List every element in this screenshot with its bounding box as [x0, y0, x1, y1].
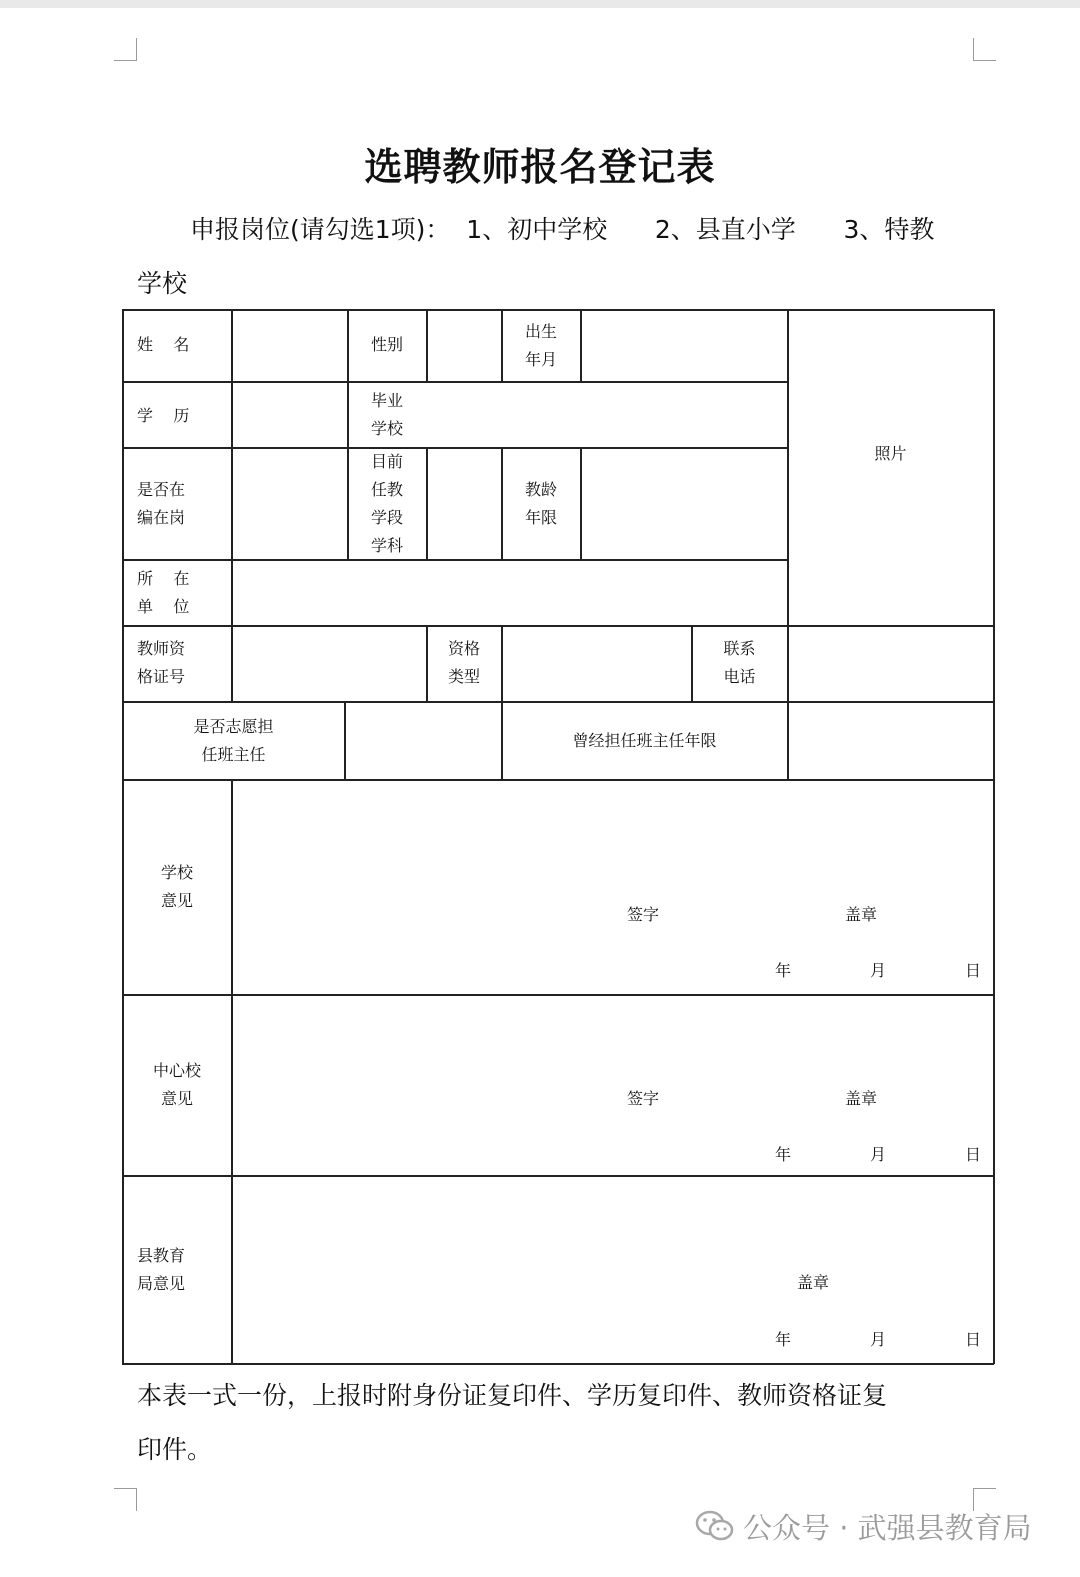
county-opinion-label: 县教育 局意见: [137, 1246, 186, 1293]
birth-field[interactable]: [582, 311, 786, 381]
workplace-field[interactable]: [233, 561, 786, 624]
on-staff-label: 是否在 编在岗: [137, 480, 186, 527]
photo-box[interactable]: [789, 311, 992, 624]
name-label: 姓 名: [137, 335, 190, 354]
grad-school-field[interactable]: [428, 383, 786, 446]
phone-label: 联系 电话: [723, 639, 756, 686]
school-day-label: 日: [965, 961, 982, 980]
name-field[interactable]: [233, 311, 346, 381]
education-field[interactable]: [233, 383, 346, 446]
cert-type-label: 资格 类型: [447, 639, 480, 686]
education-label: 学 历: [137, 406, 190, 425]
school-year-label: 年: [775, 961, 792, 980]
county-day-label: 日: [965, 1330, 982, 1349]
center-month-label: 月: [870, 1145, 887, 1164]
school-seal-label: 盖章: [845, 905, 878, 924]
position-selection-line: 申报岗位(请勾选1项)： 1、初中学校 2、县直小学 3、特教: [190, 215, 935, 244]
stage-subject-label: 目前 任教 学段 学科: [370, 452, 403, 555]
cert-no-label: 教师资 格证号: [137, 639, 186, 686]
cert-no-field[interactable]: [233, 627, 425, 700]
phone-field[interactable]: [789, 627, 992, 700]
county-month-label: 月: [870, 1330, 887, 1349]
grad-school-label: 毕业 学校: [370, 391, 403, 438]
page-title: 选聘教师报名登记表: [364, 145, 716, 189]
hr-years-field[interactable]: [789, 703, 992, 778]
volunteer-label: 是否志愿担 任班主任: [193, 717, 274, 764]
school-sign-label: 签字: [627, 905, 660, 924]
volunteer-field[interactable]: [346, 703, 500, 778]
gender-field[interactable]: [428, 311, 500, 381]
center-seal-label: 盖章: [845, 1089, 878, 1108]
center-year-label: 年: [775, 1145, 792, 1164]
stage-subject-field[interactable]: [428, 449, 500, 558]
center-opinion-label: 中心校 意见: [152, 1061, 201, 1108]
county-year-label: 年: [775, 1330, 792, 1349]
school-opinion-label: 学校 意见: [160, 863, 193, 910]
footnote-line-2: 印件。: [137, 1435, 213, 1464]
county-seal-label: 盖章: [797, 1273, 830, 1292]
gender-label: 性别: [370, 335, 403, 354]
center-day-label: 日: [965, 1145, 982, 1164]
birth-label: 出生 年月: [524, 322, 557, 369]
teaching-years-label: 教龄 年限: [524, 480, 557, 527]
cert-type-field[interactable]: [503, 627, 690, 700]
wechat-icon: [695, 1509, 735, 1543]
school-month-label: 月: [870, 961, 887, 980]
center-sign-label: 签字: [627, 1089, 660, 1108]
photo-label: 照片: [874, 444, 907, 463]
on-staff-field[interactable]: [233, 449, 346, 558]
hr-years-label: 曾经担任班主任年限: [572, 731, 717, 750]
position-selection-continued: 学校: [137, 269, 188, 298]
watermark: [695, 1506, 1032, 1546]
teaching-years-field[interactable]: [582, 449, 786, 558]
workplace-label: 所 在 单 位: [137, 569, 190, 616]
footnote-line-1: 本表一式一份，上报时附身份证复印件、学历复印件、教师资格证复: [137, 1381, 888, 1410]
watermark-text: 公众号 · 武强县教育局: [743, 1510, 1032, 1545]
